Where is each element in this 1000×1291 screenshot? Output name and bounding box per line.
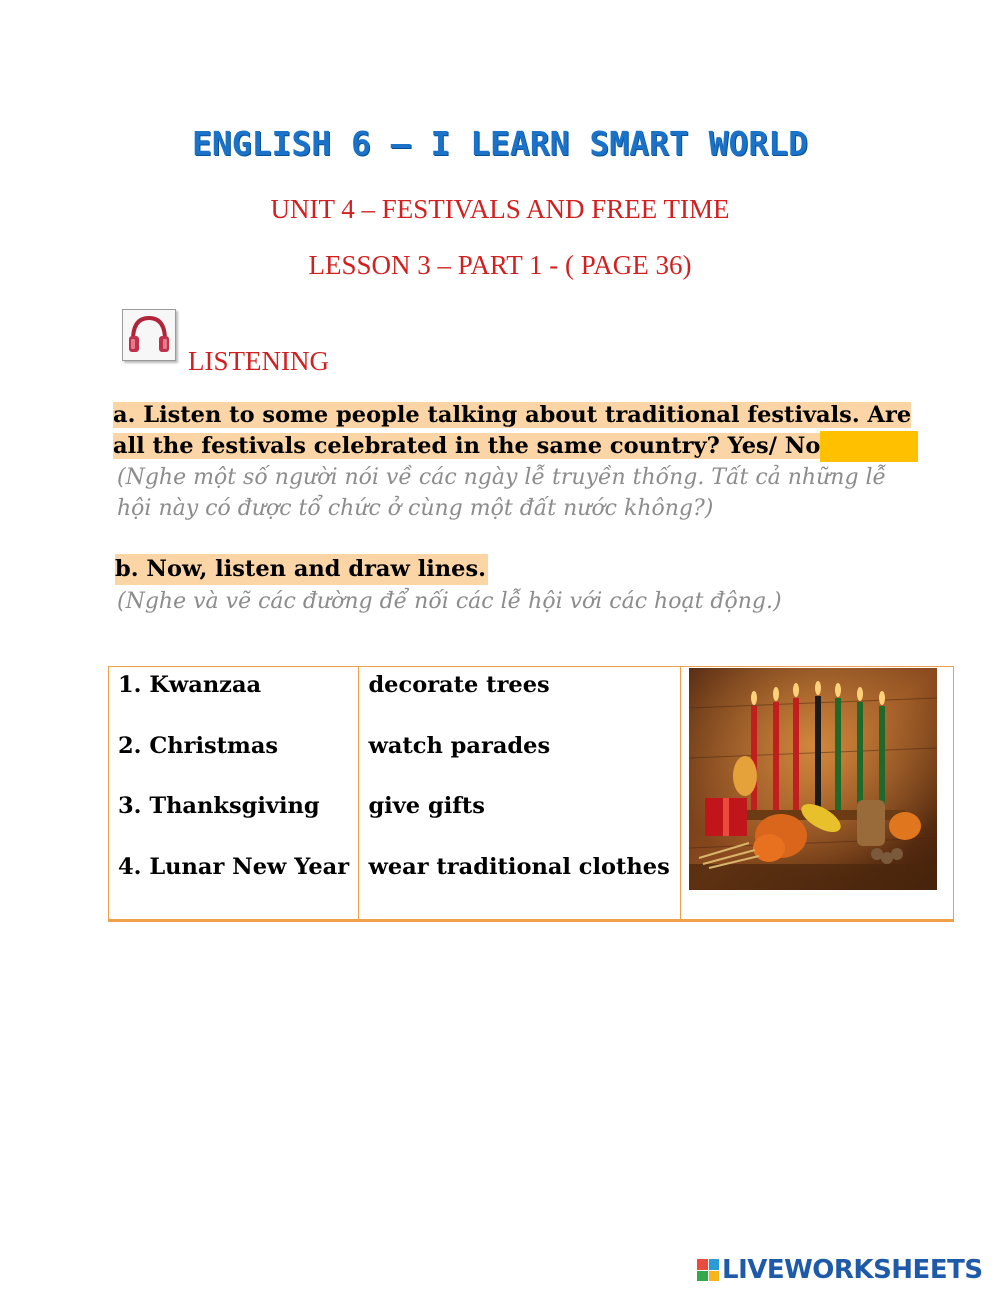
question-a [113, 400, 912, 462]
page-title: ENGLISH 6 – I LEARN SMART WORLD [192, 124, 808, 163]
kwanzaa-candles-photo [689, 668, 937, 890]
festival-item[interactable]: 2. Christmas [118, 732, 279, 759]
answer-separator: / [768, 433, 785, 459]
unit-heading: UNIT 4 – FESTIVALS AND FREE TIME [270, 194, 730, 224]
headphones-icon [122, 309, 176, 361]
activity-item[interactable]: decorate trees [368, 672, 550, 698]
activity-column [359, 667, 681, 921]
image-column [681, 667, 954, 921]
matching-table [108, 666, 954, 922]
festival-column [109, 667, 359, 921]
lesson-heading: LESSON 3 – PART 1 - ( PAGE 36) [308, 250, 692, 280]
translation-a-line2: hội này có được tổ chức ở cùng một đất nước không?) [117, 496, 714, 521]
activity-item[interactable]: wear traditional clothes [368, 853, 670, 880]
question-b-label: b. Now, listen and draw lines. [115, 554, 488, 585]
festival-item[interactable]: 1. Kwanzaa [118, 672, 262, 698]
section-label: LISTENING [188, 346, 329, 376]
question-a-line2: all the festivals celebrated in the same country? [113, 433, 728, 459]
festival-item[interactable]: 4. Lunar New Year [118, 853, 350, 880]
logo-mark-icon [697, 1259, 719, 1281]
logo-text: LIVEWORKSHEETS [722, 1255, 983, 1285]
answer-slot[interactable] [820, 431, 918, 462]
answer-no-option[interactable]: No [784, 433, 821, 459]
answer-yes-option[interactable]: Yes [727, 433, 769, 459]
question-b-translation: (Nghe và vẽ các đường để nối các lễ hội với các hoạt động.) [117, 589, 782, 614]
question-a-translation [117, 462, 886, 524]
question-a-line1: a. Listen to some people talking about traditional festivals. Are [113, 402, 912, 428]
liveworksheets-logo[interactable] [697, 1255, 983, 1285]
festival-item[interactable]: 3. Thanksgiving [118, 793, 320, 819]
activity-item[interactable]: watch parades [368, 732, 551, 759]
activity-item[interactable]: give gifts [368, 793, 485, 819]
translation-a-line1: (Nghe một số người nói về các ngày lễ truyền thống. Tất cả những lễ [117, 465, 887, 490]
